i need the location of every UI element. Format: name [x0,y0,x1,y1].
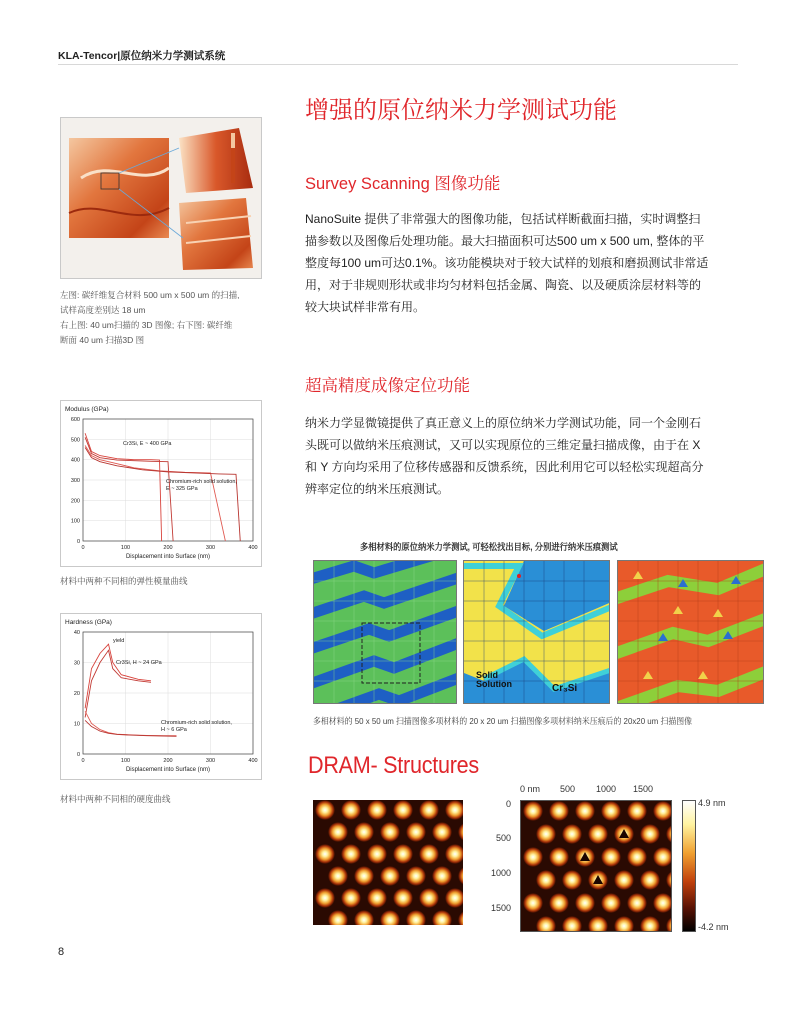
chart-title: Hardness (GPa) [65,619,112,626]
dram-top-tick: 500 [560,784,576,794]
multiphase-indented-image [617,560,764,704]
caption-line: 试样高度差别达 18 um [60,305,146,315]
caption-line: 左图: 碳纤维复合材料 500 um x 500 um 的扫描, [60,290,240,300]
dram-cell [315,800,335,820]
caption-line: 右上图: 40 um扫描的 3D 图像; 右下图: 碳纤维 [60,320,233,330]
x-tick-label: 0 [81,545,85,551]
y-tick-label: 200 [70,498,80,505]
colorbar-min-label: -4.2 nm [698,922,729,932]
dram-cell [536,870,556,890]
x-tick-label: 400 [248,758,258,764]
y-tick-label: 0 [76,539,80,545]
dram-cell [432,822,452,842]
section2-line: 辨率定位的纳米压痕测试。 [305,482,450,496]
hardness-caption: 材料中两种不同相的硬度曲线 [60,794,171,804]
carbon-fiber-scan-image [61,118,261,278]
dram-cell [588,824,608,844]
dram-cell [393,888,413,908]
section1-line: 较大块试样非常有用。 [305,300,426,314]
dram-cell [601,893,621,913]
dram-cell [393,800,413,820]
dram-cell [393,844,413,864]
label-solution: Solution [476,679,512,689]
dram-cell [328,866,348,886]
y-tick-label: 100 [70,518,80,525]
dram-title: DRAM- Structures [308,752,479,779]
label-solid: Solid [476,670,498,680]
dram-cell [341,844,361,864]
dram-cell [627,893,647,913]
dram-cell [601,801,621,821]
section1-title: Survey Scanning 图像功能 [305,175,501,193]
section1-line: 用，对于非规则形状或非均匀材料包括金属、陶瓷、以及硬质涂层材料等的 [305,278,702,292]
caption-50um: 多相材料的 50 x 50 um 扫描图像 [313,716,428,726]
x-axis-label: Displacement into Surface (nm) [125,767,211,773]
dram-cell [419,844,439,864]
hardness-chart [61,614,261,779]
dram-cell [406,866,426,886]
modulus-chart [61,401,261,566]
series-line [85,433,162,541]
y-tick-label: 30 [73,660,80,667]
x-tick-label: 100 [120,758,131,764]
dram-cell [354,822,374,842]
dram-cell [419,800,439,820]
x-tick-label: 300 [205,545,216,551]
hardness-chart-box [60,613,262,780]
multiphase-50um-image [313,560,457,704]
section1-line: 整度每100 um可达0.1%。该功能模块对于较大试样的划痕和磨损测试非常适 [305,256,709,270]
dram-cell [380,866,400,886]
dram-colorbar [682,800,696,932]
chart-annotation: yield [113,638,125,644]
dram-cell [562,870,582,890]
mid-figures-captions [313,715,692,727]
section2-line: 纳米力学显微镜提供了真正意义上的原位纳米力学测试功能，同一个金刚石 [305,416,702,430]
dram-left-tick: 1000 [491,868,512,878]
y-tick-label: 40 [73,630,80,636]
dram-image-left [313,800,463,925]
dram-cell [627,847,647,867]
dram-cell [601,847,621,867]
carbon-fiber-scan-figure [60,117,262,279]
dram-cell [627,801,647,821]
chart-annotation: Cr3Si, E ~ 400 GPa [123,441,172,447]
scan-3d-top-image [179,128,253,193]
dram-cell [432,866,452,886]
x-tick-label: 200 [163,545,173,551]
dram-top-tick: 0 nm [520,784,541,794]
section1-line: 描参数以及图像后处理功能。最大扫描面积可达500 um x 500 um, 整体的平 [305,234,705,248]
dram-left-tick: 1500 [491,903,512,913]
dram-cell [406,822,426,842]
x-tick-label: 200 [163,758,173,764]
dram-cell [341,800,361,820]
x-tick-label: 0 [81,758,85,764]
dram-cell [549,893,569,913]
dram-cell [354,866,374,886]
y-tick-label: 600 [70,417,80,423]
section1-line: NanoSuite 提供了非常强大的图像功能，包括试样断截面扫描，实时调整扫 [305,212,701,226]
caption-indented: 多项材料纳米压痕后的 20x20 um 扫描图像 [542,716,693,726]
chart-annotation: E ~ 325 GPa [166,486,198,492]
caption-20um: 多项材料的 20 x 20 um 扫描图像 [427,716,543,726]
chart-annotation: H ~ 6 GPa [161,727,187,733]
section1-body [305,208,730,318]
chart-title: Modulus (GPa) [65,406,109,413]
chart-annotation: Chromium-rich solid solution, [161,720,232,726]
dram-cell [341,888,361,908]
dram-left-tick: 0 [506,799,512,809]
x-tick-label: 100 [120,545,131,551]
section2-line: 头既可以做纳米压痕测试，又可以实现原位的三维定量扫描成像，由于在 X [305,438,701,452]
dram-cell [380,822,400,842]
caption-line: 断面 40 um 扫描3D 图 [60,335,145,345]
cr3si-label: Cr₃Si [552,683,578,694]
carbon-fiber-caption [60,288,275,348]
dram-cell [367,844,387,864]
multiphase-20um-image [463,560,610,704]
mid-figures-title: 多相材料的原位纳米力学测试, 可轻松找出目标, 分别进行纳米压痕测试 [360,542,618,552]
dram-left-tick: 500 [496,833,512,843]
dram-top-tick: 1500 [633,784,654,794]
scan-3d-bottom-image [179,198,253,270]
x-axis-label: Displacement into Surface (nm) [125,554,211,560]
colorbar-max-label: 4.9 nm [698,798,726,808]
dram-cell [549,801,569,821]
y-tick-label: 300 [70,478,80,484]
dram-cell [575,801,595,821]
x-tick-label: 300 [205,758,216,764]
dram-cell [536,824,556,844]
dram-cell [575,893,595,913]
section2-body [305,412,730,500]
modulus-chart-box [60,400,262,567]
x-tick-label: 400 [248,545,258,551]
dram-cell [523,847,543,867]
page-number: 8 [58,946,65,958]
dram-cell [562,824,582,844]
dram-top-tick: 1000 [596,784,617,794]
dram-cell [328,822,348,842]
dram-cell [614,870,634,890]
y-tick-label: 0 [76,752,80,758]
series-line [85,644,151,708]
dram-cell [640,870,660,890]
dram-cell [640,824,660,844]
y-tick-label: 10 [73,721,80,728]
y-tick-label: 20 [73,691,80,697]
dram-cell [549,847,569,867]
y-tick-label: 500 [70,437,80,444]
header-title: KLA-Tencor|原位纳米力学测试系统 [58,50,226,62]
dram-cell [367,888,387,908]
dram-cell [367,800,387,820]
page-title: 增强的原位纳米力学测试功能 [305,97,617,124]
dram-cell [315,888,335,908]
chart-annotation: Cr3Si, H ~ 24 GPa [116,660,162,666]
dram-image-right [520,800,672,932]
dram-cell [523,801,543,821]
dram-cell [523,893,543,913]
dram-cell [315,844,335,864]
solid-solution-label [476,671,512,689]
dram-cell [419,888,439,908]
header-divider [58,64,738,65]
y-tick-label: 400 [70,457,80,464]
chart-annotation: Chromium-rich solid solution, [166,479,237,485]
section2-title: 超高精度成像定位功能 [305,377,470,395]
section2-line: 和 Y 方向均采用了位移传感器和反馈系统，因此利用它可以轻松实现超高分 [305,460,704,474]
modulus-caption: 材料中两种不同相的弹性模量曲线 [60,576,188,586]
